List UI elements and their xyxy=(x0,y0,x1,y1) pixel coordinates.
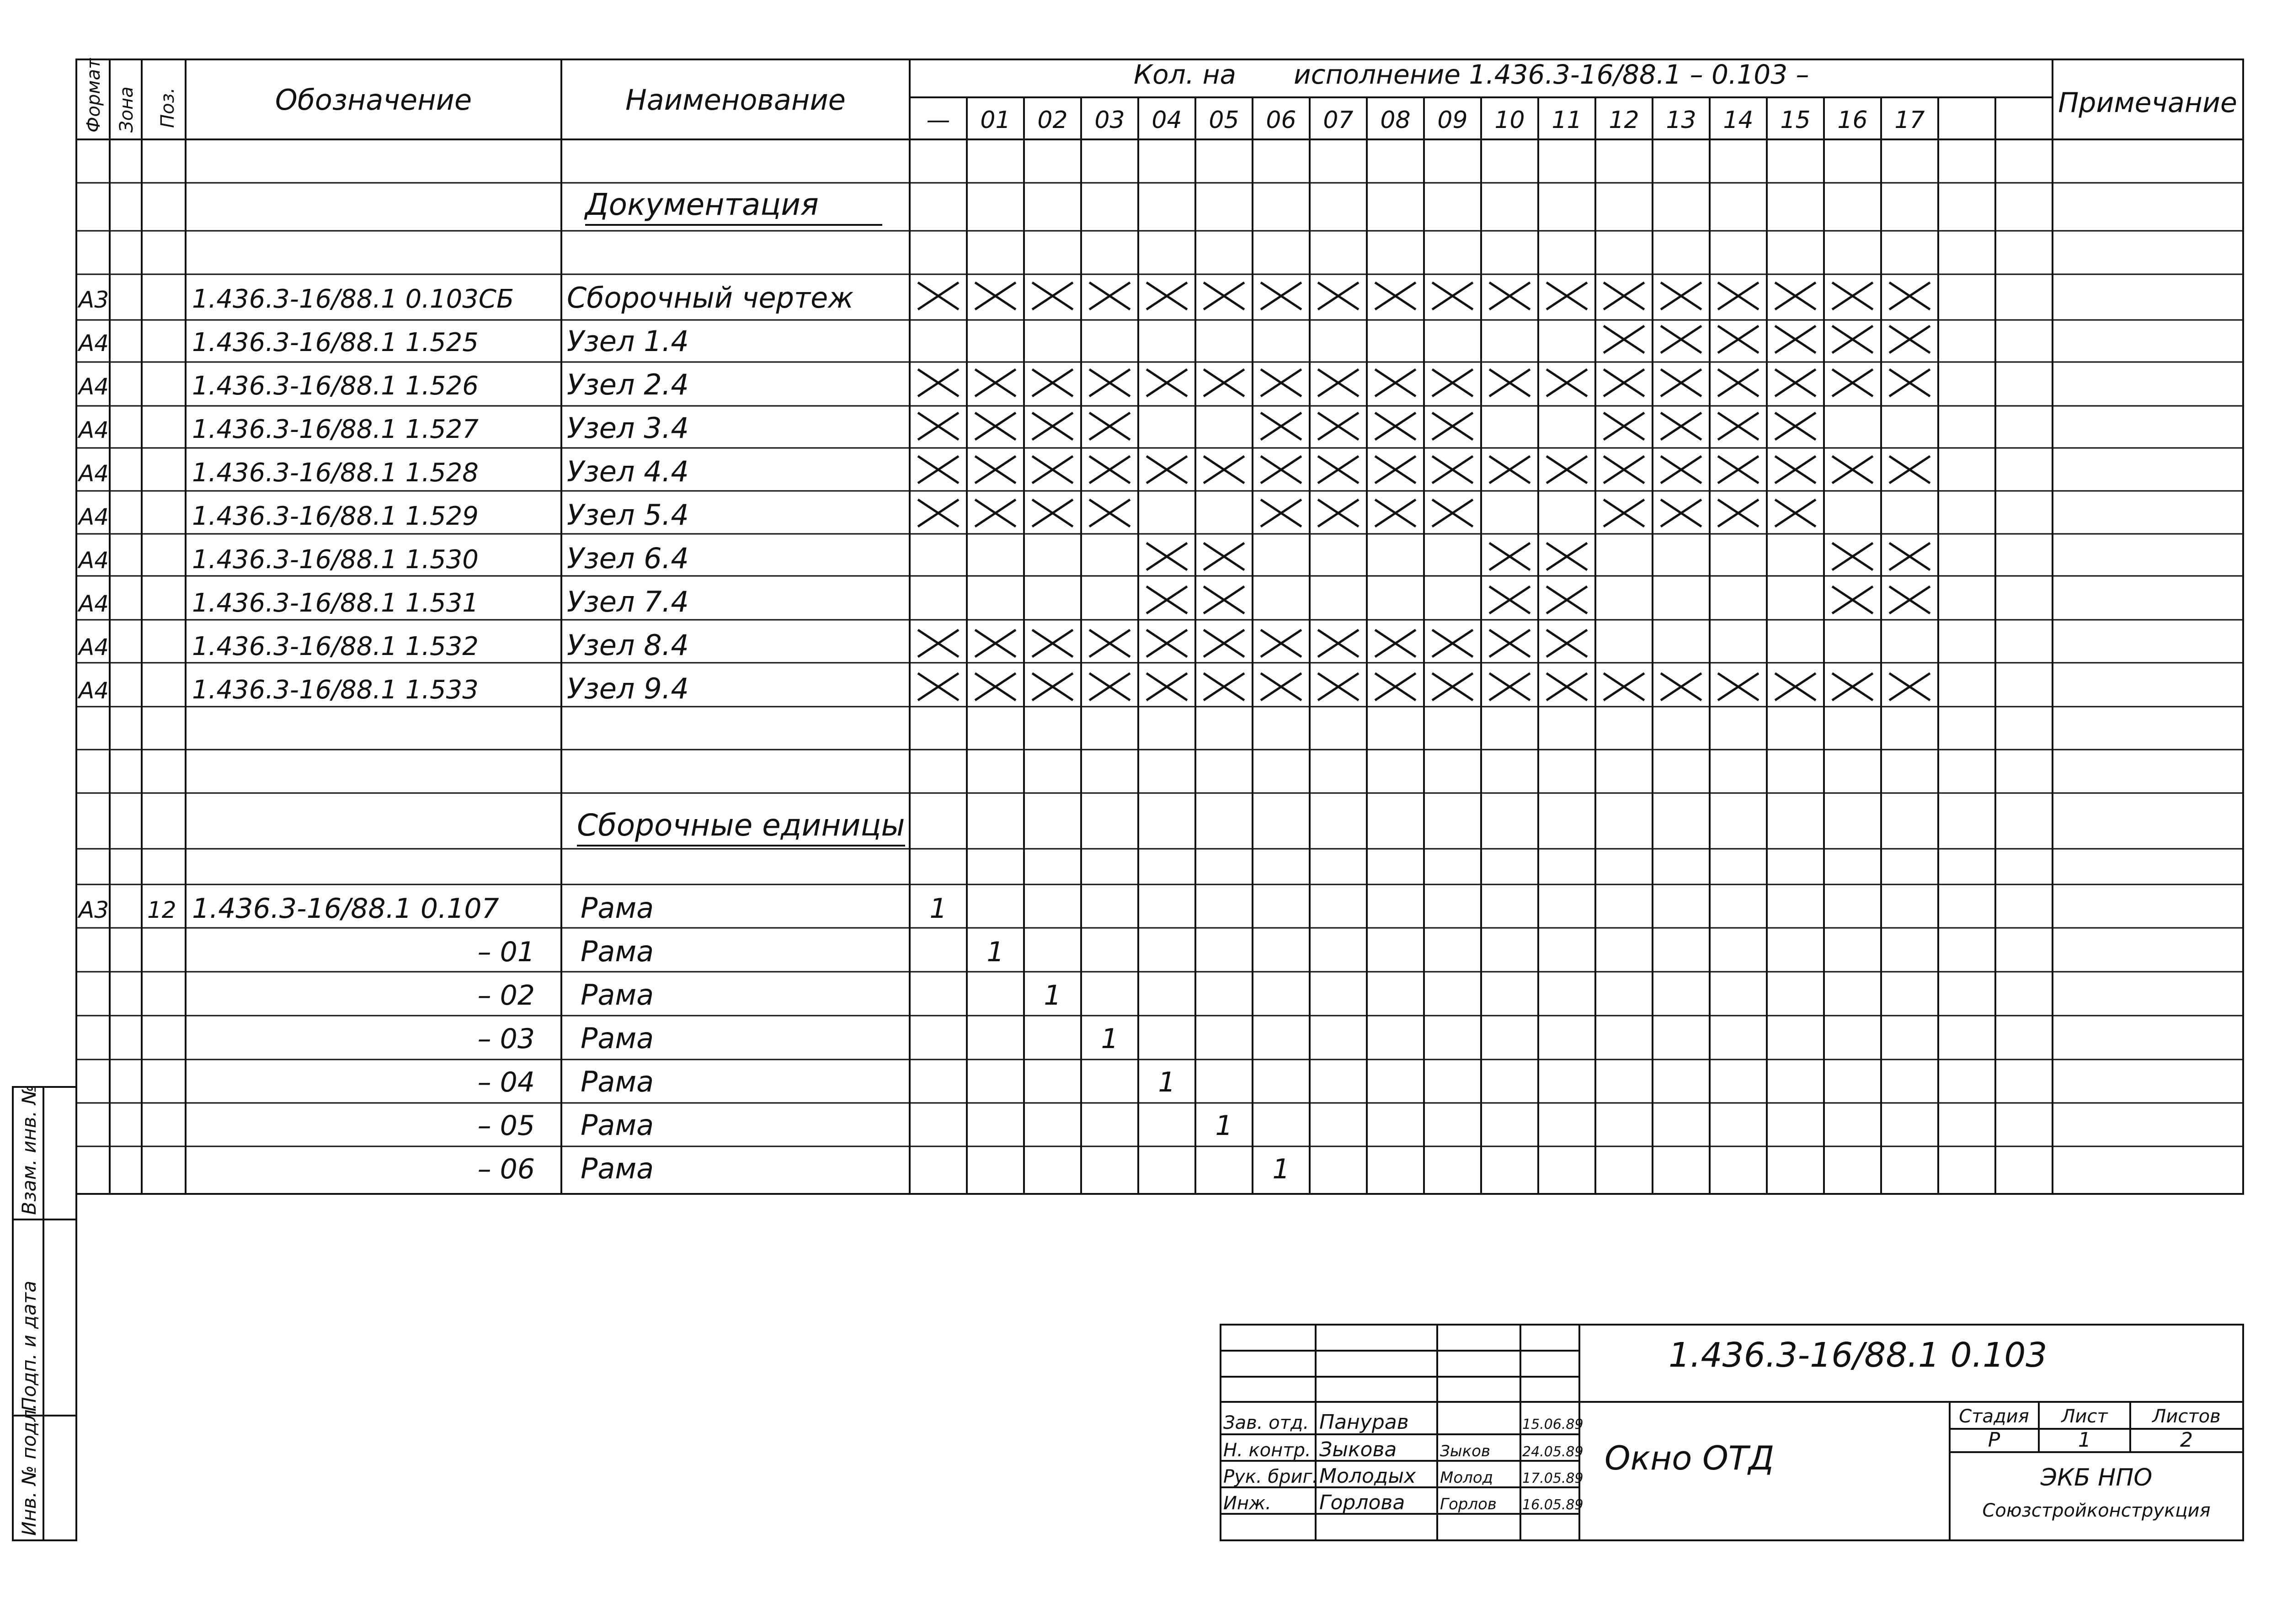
signer-role: Инж. xyxy=(1223,1493,1271,1514)
row-format: А4 xyxy=(79,330,109,357)
variant-label: 06 xyxy=(1266,106,1296,134)
row-quantity: 1 xyxy=(1044,980,1061,1012)
variant-label: 13 xyxy=(1666,106,1696,134)
header-name: Наименование xyxy=(625,83,846,117)
row-quantity: 1 xyxy=(1101,1023,1119,1055)
row-name: Рама xyxy=(581,1065,654,1098)
row-format: А3 xyxy=(79,897,109,923)
row-designation: – 06 xyxy=(477,1153,535,1185)
row-name: Узел 7.4 xyxy=(567,585,689,618)
variant-label: 02 xyxy=(1037,106,1068,134)
row-designation: 1.436.3-16/88.1 0.103СБ xyxy=(192,284,514,314)
variant-label: 01 xyxy=(980,106,1011,134)
row-name: Рама xyxy=(581,1108,654,1142)
header-note: Примечание xyxy=(2058,87,2237,119)
strip-sign-date: Подп. и дата xyxy=(18,1280,40,1411)
variant-label: 08 xyxy=(1380,106,1411,134)
row-designation: 1.436.3-16/88.1 0.107 xyxy=(192,893,499,925)
row-designation: 1.436.3-16/88.1 1.527 xyxy=(192,415,479,444)
row-designation: – 04 xyxy=(477,1066,535,1098)
row-quantity: 1 xyxy=(1215,1110,1233,1142)
row-format: А4 xyxy=(79,504,109,530)
variant-label: 05 xyxy=(1209,106,1239,134)
variant-label: 07 xyxy=(1323,106,1354,134)
row-designation: – 03 xyxy=(477,1023,535,1055)
header-zone: Зона xyxy=(116,86,137,133)
signer-date: 15.06.89 xyxy=(1522,1416,1584,1432)
sheets-value: 2 xyxy=(2180,1428,2193,1452)
row-designation: 1.436.3-16/88.1 1.533 xyxy=(192,675,479,705)
row-name: Рама xyxy=(581,891,654,925)
row-name: Рама xyxy=(581,978,654,1012)
header-pos: Поз. xyxy=(157,87,178,128)
variant-label: — xyxy=(926,106,950,134)
stage-label: Стадия xyxy=(1959,1406,2029,1427)
section-documentation: Документация xyxy=(585,187,819,222)
header-qty-execution: исполнение 1.436.3-16/88.1 – 0.103 – xyxy=(1294,59,1809,90)
strip-inv-no: Инв. № подл. xyxy=(18,1403,40,1536)
row-name: Рама xyxy=(581,935,654,968)
row-name: Рама xyxy=(581,1022,654,1055)
header-qty-prefix: Кол. на xyxy=(1134,59,1237,90)
row-name: Узел 4.4 xyxy=(567,455,689,488)
variant-label: 15 xyxy=(1780,106,1811,134)
row-quantity: 1 xyxy=(1158,1066,1176,1098)
row-name: Рама xyxy=(581,1152,654,1185)
row-designation: – 05 xyxy=(477,1110,535,1142)
header-designation: Обозначение xyxy=(275,83,472,117)
sheet-label: Лист xyxy=(2061,1406,2108,1427)
row-designation: 1.436.3-16/88.1 1.531 xyxy=(192,588,479,618)
variant-label: 10 xyxy=(1494,106,1525,134)
row-format: А4 xyxy=(79,373,109,400)
row-designation: – 02 xyxy=(477,980,535,1012)
row-designation: 1.436.3-16/88.1 1.526 xyxy=(192,371,479,401)
signer-role: Н. контр. xyxy=(1223,1440,1311,1461)
row-name: Узел 1.4 xyxy=(567,325,689,358)
title-name: Окно ОТД xyxy=(1605,1439,1775,1477)
sheets-label: Листов xyxy=(2152,1406,2221,1427)
row-designation: 1.436.3-16/88.1 1.530 xyxy=(192,545,479,575)
signer-date: 16.05.89 xyxy=(1522,1497,1584,1513)
row-format: А4 xyxy=(79,591,109,617)
variant-label: 09 xyxy=(1437,106,1468,134)
variant-label: 14 xyxy=(1723,106,1754,134)
row-format: А4 xyxy=(79,547,109,574)
signer-name: Зыкова xyxy=(1319,1438,1397,1461)
org-line-1: ЭКБ НПО xyxy=(2040,1464,2153,1491)
row-format: А4 xyxy=(79,417,109,443)
variant-label: 11 xyxy=(1552,106,1582,134)
variant-label: 03 xyxy=(1094,106,1125,134)
signer-name: Молодых xyxy=(1319,1464,1416,1488)
row-designation: 1.436.3-16/88.1 1.525 xyxy=(192,328,479,357)
signer-name: Панурав xyxy=(1319,1411,1409,1434)
variant-label: 12 xyxy=(1609,106,1639,134)
row-name: Узел 6.4 xyxy=(567,542,689,575)
title-doc-number: 1.436.3-16/88.1 0.103 xyxy=(1669,1336,2047,1375)
row-name: Узел 5.4 xyxy=(567,498,689,532)
signer-role: Зав. отд. xyxy=(1223,1412,1309,1433)
row-name: Узел 2.4 xyxy=(567,368,689,401)
row-format: А4 xyxy=(79,460,109,487)
row-name: Узел 3.4 xyxy=(567,411,689,445)
row-name: Узел 8.4 xyxy=(567,628,689,662)
row-designation: 1.436.3-16/88.1 1.532 xyxy=(192,632,479,661)
signer-signature: Горлов xyxy=(1440,1495,1497,1513)
signer-date: 24.05.89 xyxy=(1522,1444,1584,1460)
section-assemblies: Сборочные единицы xyxy=(577,808,905,843)
row-format: А4 xyxy=(79,634,109,660)
signer-role: Рук. бриг. xyxy=(1223,1466,1318,1487)
row-designation: – 01 xyxy=(477,936,535,968)
header-format: Формат xyxy=(83,58,104,133)
row-name: Сборочный чертеж xyxy=(567,281,854,314)
variant-label: 04 xyxy=(1152,106,1182,134)
row-name: Узел 9.4 xyxy=(567,672,689,705)
row-quantity: 1 xyxy=(929,893,947,925)
variant-label: 17 xyxy=(1894,106,1925,134)
signer-date: 17.05.89 xyxy=(1522,1470,1584,1486)
row-format: А3 xyxy=(79,287,109,313)
row-quantity: 1 xyxy=(1272,1153,1290,1185)
row-designation: 1.436.3-16/88.1 1.528 xyxy=(192,458,479,488)
row-designation: 1.436.3-16/88.1 1.529 xyxy=(192,501,479,531)
row-quantity: 1 xyxy=(986,936,1004,968)
org-line-2: Союзстройконструкция xyxy=(1982,1500,2211,1521)
signer-signature: Зыков xyxy=(1440,1442,1491,1460)
signer-signature: Молод xyxy=(1440,1469,1493,1487)
stage-value: Р xyxy=(1988,1428,2000,1452)
sheet-value: 1 xyxy=(2078,1428,2091,1452)
variant-label: 16 xyxy=(1837,106,1868,134)
row-format: А4 xyxy=(79,677,109,704)
signer-name: Горлова xyxy=(1319,1491,1405,1514)
strip-replace-inv: Взам. инв. № xyxy=(18,1084,40,1215)
row-position: 12 xyxy=(147,897,176,923)
